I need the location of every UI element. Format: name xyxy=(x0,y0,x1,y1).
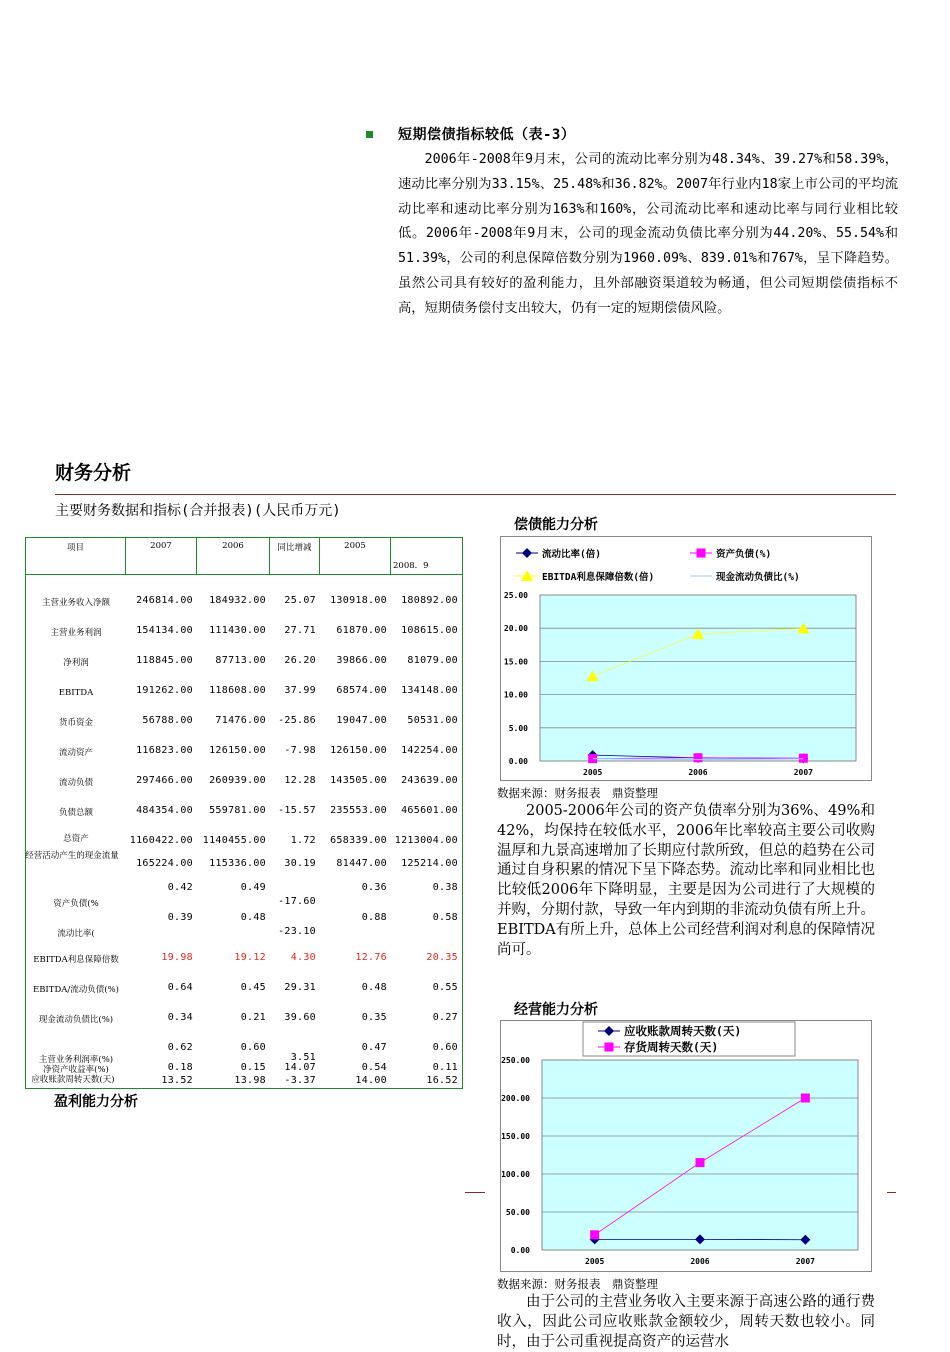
table-cell: 559781.00 xyxy=(209,805,266,816)
intro-paragraph: 2006年-2008年9月末，公司的流动比率分别为48.34%、39.27%和58.39%，速动比率分别为33.15%、25.48%和36.82%。2007年行业内18家上市公司的平均流动比率和速动比率分别为163%和160%，公司流动比率和速动比率与同行业相比较低。2006年-2008年9月末，公司的现金流动负债比率分别为44.20%、55.54%和51.39%，公司的利息保障倍数分别为1960.09%、839.01%和767%，呈下降趋势。虽然公司具有较好的盈利能力，且外部融资渠道较为畅通，但公司短期偿债指标不高，短期债务偿付支出较大，仍有一定的短期偿债风险。 xyxy=(398,148,898,322)
y-tick-label: 5.00 xyxy=(509,724,528,733)
table-cell: -17.60 xyxy=(278,896,316,907)
table-cell: 0.54 xyxy=(362,1062,387,1073)
table-cell: 81079.00 xyxy=(407,655,458,666)
table-cell: 3.51 xyxy=(291,1052,316,1063)
table-row-label: 主营业务利润 xyxy=(26,628,126,638)
table-cell: 0.34 xyxy=(168,1012,193,1023)
legend-marker xyxy=(697,549,706,558)
table-cell: 61870.00 xyxy=(336,625,387,636)
table-cell: 0.42 xyxy=(168,882,193,893)
table-cell: 111430.00 xyxy=(209,625,266,636)
table-cell: 50531.00 xyxy=(407,715,458,726)
table-header-5: 2008．9 xyxy=(391,538,462,575)
table-cell: 20.35 xyxy=(426,952,458,963)
table-cell: 130918.00 xyxy=(330,595,387,606)
table-header-0: 项目 xyxy=(26,538,126,575)
x-tick-label: 2007 xyxy=(796,1257,815,1266)
table-cell: 484354.00 xyxy=(136,805,193,816)
x-tick-label: 2005 xyxy=(583,768,602,777)
table-row-label: 应收账款周转天数(天) xyxy=(18,1075,128,1085)
table-cell: 142254.00 xyxy=(401,745,458,756)
table-row-label: 总资产 xyxy=(26,834,126,844)
profit-analysis-heading: 盈利能力分析 xyxy=(54,1091,138,1111)
y-tick-label: 15.00 xyxy=(504,657,528,666)
table-row-label: 主营业务收入净额 xyxy=(26,598,126,608)
table-cell: 260939.00 xyxy=(209,775,266,786)
y-tick-label: 150.00 xyxy=(501,1132,530,1141)
table-header-4: 2005 xyxy=(320,538,391,575)
table-header-3: 同比增减 xyxy=(270,538,320,575)
table-header-1: 2007 xyxy=(126,538,197,575)
table-cell: 115336.00 xyxy=(209,858,266,869)
operation-heading: 经营能力分析 xyxy=(514,999,598,1019)
table-cell: 1160422.00 xyxy=(130,835,193,846)
table-row-label: 净资产收益率(%) xyxy=(26,1065,126,1075)
table-header-2: 2006 xyxy=(197,538,270,575)
solvency-heading: 偿债能力分析 xyxy=(514,514,598,534)
table-cell: 143505.00 xyxy=(330,775,387,786)
solvency-paragraph: 2005-2006年公司的资产负债率分别为36%、49%和42%，均保持在较低水平，2006年比率较高主要公司收购温厚和九景高速增加了长期应付款所致，但总的趋势在公司通过自身积累的情况下呈下降态势。流动比率和同业相比也比较低2006年下降明显，主要是因为公司进行了大规模的并购，分期付款，导致一年内到期的非流动负债有所上升。EBITDA有所上升，总体上公司经营利润对利息的保障情况尚可。 xyxy=(497,802,875,960)
table-cell: 0.35 xyxy=(362,1012,387,1023)
table-cell: 71476.00 xyxy=(215,715,266,726)
table-cell: 0.60 xyxy=(433,1042,458,1053)
legend-label: 应收账款周转天数(天) xyxy=(624,1024,741,1038)
y-tick-label: 100.00 xyxy=(501,1170,530,1179)
table-row-label: 资产负债(% xyxy=(26,899,126,909)
plot-area xyxy=(542,1060,858,1250)
table-cell: 30.19 xyxy=(284,858,316,869)
decor-line-right xyxy=(887,1192,896,1193)
table-cell: 39866.00 xyxy=(336,655,387,666)
table-row-label: EBITDA xyxy=(26,688,126,698)
table-cell: 0.15 xyxy=(241,1062,266,1073)
table-cell: 658339.00 xyxy=(330,835,387,846)
table-cell: 0.64 xyxy=(168,982,193,993)
table-cell: 0.27 xyxy=(433,1012,458,1023)
table-cell: 4.30 xyxy=(291,952,316,963)
solvency-chart xyxy=(500,536,872,781)
table-cell: 19047.00 xyxy=(336,715,387,726)
table-cell: 125214.00 xyxy=(401,858,458,869)
table-cell: 29.31 xyxy=(284,982,316,993)
y-tick-label: 10.00 xyxy=(504,691,528,700)
table-cell: 1140455.00 xyxy=(203,835,266,846)
table-cell: 0.48 xyxy=(362,982,387,993)
table-cell: 37.99 xyxy=(284,685,316,696)
table-cell: 243639.00 xyxy=(401,775,458,786)
y-tick-label: 25.00 xyxy=(504,591,528,600)
table-cell: 297466.00 xyxy=(136,775,193,786)
table-row-label: 净利润 xyxy=(26,658,126,668)
table-row-label: 经营活动产生的现金流量 xyxy=(16,851,128,861)
table-cell: 154134.00 xyxy=(136,625,193,636)
legend-marker xyxy=(605,1043,614,1052)
table-cell: 191262.00 xyxy=(136,685,193,696)
table-cell: 0.49 xyxy=(241,882,266,893)
table-cell: -3.37 xyxy=(284,1075,316,1086)
table-cell: 0.88 xyxy=(362,912,387,923)
table-cell: 1.72 xyxy=(291,835,316,846)
table-cell: 180892.00 xyxy=(401,595,458,606)
table-row-label: EBITDA利息保障倍数 xyxy=(26,955,126,965)
table-cell: 0.62 xyxy=(168,1042,193,1053)
table-cell: 14.07 xyxy=(284,1062,316,1073)
table-cell: 0.55 xyxy=(433,982,458,993)
y-tick-label: 50.00 xyxy=(506,1208,530,1217)
table-cell: 12.28 xyxy=(284,775,316,786)
table-cell: -15.57 xyxy=(278,805,316,816)
table-cell: 126150.00 xyxy=(209,745,266,756)
section-divider xyxy=(55,494,896,495)
table-cell: 184932.00 xyxy=(209,595,266,606)
data-point xyxy=(801,1094,810,1103)
table-row-label: 流动负债 xyxy=(26,778,126,788)
table-cell: 0.18 xyxy=(168,1062,193,1073)
table-cell: 0.48 xyxy=(241,912,266,923)
table-cell: 13.52 xyxy=(161,1075,193,1086)
bullet-square-icon xyxy=(366,131,373,138)
table-cell: -25.86 xyxy=(278,715,316,726)
table-row-label: 现金流动负债比(%) xyxy=(26,1015,126,1025)
table-cell: 134148.00 xyxy=(401,685,458,696)
x-tick-label: 2005 xyxy=(585,1257,604,1266)
table-row-label: EBITDA/流动负债(%) xyxy=(26,985,126,995)
table-cell: 13.98 xyxy=(234,1075,266,1086)
table-cell: 126150.00 xyxy=(330,745,387,756)
table-cell: 465601.00 xyxy=(401,805,458,816)
table-cell: 0.11 xyxy=(433,1062,458,1073)
y-tick-label: 0.00 xyxy=(511,1246,530,1255)
table-cell: 14.00 xyxy=(355,1075,387,1086)
table-cell: 165224.00 xyxy=(136,858,193,869)
x-tick-label: 2007 xyxy=(794,768,813,777)
table-cell: 39.60 xyxy=(284,1012,316,1023)
y-tick-label: 20.00 xyxy=(504,624,528,633)
table-cell: 0.38 xyxy=(433,882,458,893)
table-cell: 87713.00 xyxy=(215,655,266,666)
legend-label: 流动比率(倍) xyxy=(542,548,601,560)
table-cell: 0.45 xyxy=(241,982,266,993)
x-tick-label: 2006 xyxy=(688,768,707,777)
table-cell: 0.21 xyxy=(241,1012,266,1023)
table-cell: 81447.00 xyxy=(336,858,387,869)
table-caption: 主要财务数据和指标(合并报表)(人民币万元) xyxy=(55,500,341,520)
table-cell: 19.12 xyxy=(234,952,266,963)
table-row-label: 负债总额 xyxy=(26,808,126,818)
table-cell: 16.52 xyxy=(426,1075,458,1086)
table-row-label: 主营业务利润率(%) xyxy=(26,1055,126,1065)
intro-title: 短期偿债指标较低（表-3） xyxy=(398,124,575,144)
operation-chart xyxy=(500,1020,872,1272)
table-cell: 19.98 xyxy=(161,952,193,963)
y-tick-label: 200.00 xyxy=(501,1094,530,1103)
data-point xyxy=(799,754,808,763)
table-cell: 25.07 xyxy=(284,595,316,606)
section-heading: 财务分析 xyxy=(55,458,131,485)
legend-label: EBITDA利息保障倍数(倍) xyxy=(542,571,654,583)
table-cell: 27.71 xyxy=(284,625,316,636)
y-tick-label: 250.00 xyxy=(501,1056,530,1065)
table-row-label: 流动资产 xyxy=(26,748,126,758)
x-tick-label: 2006 xyxy=(690,1257,709,1266)
plot-area xyxy=(540,595,856,761)
table-cell: 0.60 xyxy=(241,1042,266,1053)
table-cell: 118608.00 xyxy=(209,685,266,696)
operation-paragraph: 由于公司的主营业务收入主要来源于高速公路的通行费收入，因此公司应收账款金额较少，周转天数也较小。同时，由于公司重视提高资产的运营水 xyxy=(497,1293,875,1352)
table-cell: 246814.00 xyxy=(136,595,193,606)
table-cell: 118845.00 xyxy=(136,655,193,666)
table-cell: 0.58 xyxy=(433,912,458,923)
table-cell: -23.10 xyxy=(278,926,316,937)
data-point xyxy=(694,753,703,762)
table-cell: 12.76 xyxy=(355,952,387,963)
y-tick-label: 0.00 xyxy=(509,757,528,766)
table-cell: 116823.00 xyxy=(136,745,193,756)
table-row-label: 货币资金 xyxy=(26,718,126,728)
table-cell: 0.47 xyxy=(362,1042,387,1053)
data-point xyxy=(696,1158,705,1167)
financial-data-table xyxy=(25,537,463,1089)
data-point xyxy=(590,1230,599,1239)
table-cell: 68574.00 xyxy=(336,685,387,696)
table-cell: 0.39 xyxy=(168,912,193,923)
table-row-label: 流动比率( xyxy=(26,929,126,939)
decor-line-left xyxy=(465,1192,485,1193)
table-cell: 0.36 xyxy=(362,882,387,893)
legend-label: 资产负债(%) xyxy=(716,548,771,560)
solvency-source: 数据来源：财务报表 鼎资整理 xyxy=(497,785,658,801)
legend-label: 存货周转天数(天) xyxy=(624,1040,718,1054)
table-cell: -7.98 xyxy=(284,745,316,756)
table-cell: 26.20 xyxy=(284,655,316,666)
table-cell: 108615.00 xyxy=(401,625,458,636)
legend-label: 现金流动负债比(%) xyxy=(715,571,800,583)
operation-source: 数据来源：财务报表 鼎资整理 xyxy=(497,1276,658,1292)
table-cell: 56788.00 xyxy=(142,715,193,726)
table-cell: 1213004.00 xyxy=(395,835,458,846)
table-cell: 235553.00 xyxy=(330,805,387,816)
